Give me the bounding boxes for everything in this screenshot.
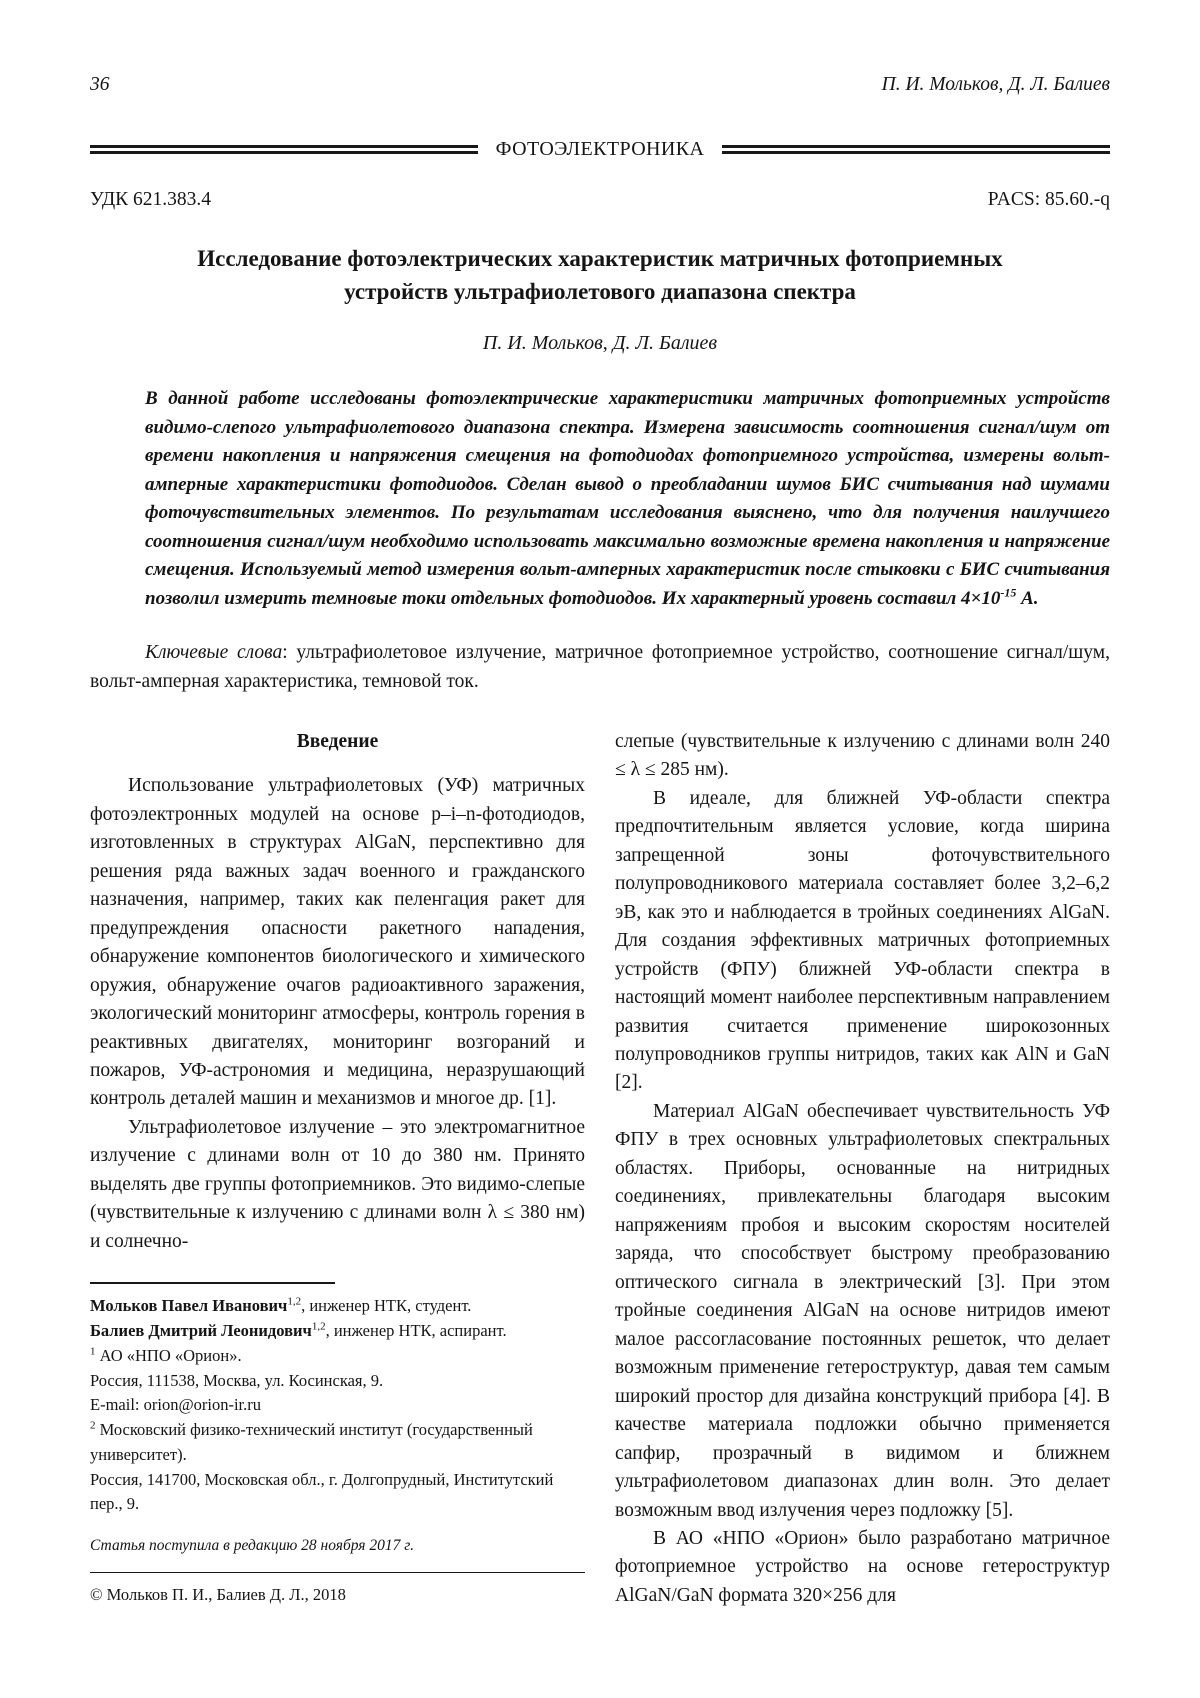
section-banner	[90, 138, 1110, 161]
footnote-author-2-name: Балиев Дмитрий Леонидович	[90, 1321, 312, 1341]
body-paragraph-4: В АО «НПО «Орион» было разработано матричное фотоприемное устройство на основе гетероструктур AlGaN/GaN формата 320×256 для	[615, 1527, 1110, 1606]
footnote-address-2	[90, 1468, 585, 1518]
footnote-address-1	[90, 1369, 585, 1394]
article-authors: П. И. Мольков, Д. Л. Балиев	[482, 332, 718, 355]
article-abstract	[145, 385, 1110, 613]
received-note: Статья поступила в редакцию 28 ноября 2017 г.	[90, 1537, 414, 1555]
two-column-body	[90, 728, 1110, 1611]
copyright-note: © Мольков П. И., Балиев Д. Л., 2018	[90, 1584, 346, 1604]
intro-heading: Введение	[296, 730, 379, 752]
footnote-email-text: E-mail: orion@orion-ir.ru	[90, 1395, 261, 1415]
footnote-affiliation-1-text: АО «НПО «Орион».	[95, 1345, 242, 1365]
footnote-affiliation-1-sup: 1	[90, 1345, 96, 1358]
footnote-author-1-rest: , инженер НТК, студент.	[301, 1296, 472, 1316]
abstract-text-end: А.	[1016, 587, 1039, 609]
copyright-separator	[90, 1572, 585, 1573]
footnote-address-1-text: Россия, 111538, Москва, ул. Косинская, 9.	[90, 1370, 384, 1390]
banner-rule-left	[90, 145, 478, 154]
banner-rule-right	[722, 145, 1110, 154]
footnote-author-2-sup: 1,2	[311, 1320, 326, 1333]
footnote-affiliation-1	[90, 1344, 585, 1369]
keywords-block	[90, 639, 1110, 696]
footnote-block	[90, 1294, 585, 1517]
classification-codes	[90, 189, 1110, 211]
intro-paragraph-2: Ультрафиолетовое излучение – это электромагнитное излучение с длинами волн от 10 до 380 нм. Принято выделять две группы фотоприемников. Это видимо-слепые (чувствительные к излучению с длинами волн λ ≤ 380 нм) и солнечно-	[90, 1116, 585, 1252]
abstract-text: В данной работе исследованы фотоэлектрические характеристики матричных фотоприемных устройств видимо-слепого ультрафиолетового диапазона спектра. Измерена зависимость соотношения сигнал/шум от времени накопления и напряжения смещения на фотодиодах фотоприемного устройства, измерены вольт-амперные характеристики фотодиодов. Сделан вывод о преобладании шумов БИС считывания над шумами фоточувствительных элементов. По результатам исследования выяснено, что для получения наилучшего соотношения сигнал/шум необходимо использовать максимально возможные времена накопления и напряжение смещения. Используемый метод измерения вольт-амперных характеристик после стыковки с БИС считывания позволил измерить темновые токи отдельных фотодиодов. Их характерный уровень составил 4×10	[145, 388, 1110, 609]
page-number: 36	[90, 74, 110, 95]
running-head: П. И. Мольков, Д. Л. Балиев	[881, 74, 1110, 95]
footnote-separator	[90, 1282, 335, 1284]
footnote-affiliation-2-text: Московский физико-технический институт (государственный университет).	[90, 1420, 533, 1464]
running-header	[90, 74, 1110, 96]
right-column	[615, 728, 1110, 1611]
pacs-code: PACS: 85.60.-q	[987, 189, 1110, 210]
footnote-address-2-text: Россия, 141700, Московская обл., г. Долгопрудный, Институтский пер., 9.	[90, 1469, 554, 1514]
section-banner-title: ФОТОЭЛЕКТРОНИКА	[495, 138, 705, 160]
intro-paragraph-1: Использование ультрафиолетовых (УФ) матричных фотоэлектронных модулей на основе p–i–n-фотодиодов, изготовленных в структурах AlGaN, перспективно для решения ряда важных задач военного и гражданского назначения, например, таких как пеленгация ракет для предупреждения опасности ракетного нападения, обнаружение компонентов биологического и химического оружия, обнаружение очагов радиоактивного заражения, экологический мониторинг атмосферы, контроль горения в реактивных двигателях, мониторинг возгораний и пожаров, УФ-астрономия и медицина, неразрушающий контроль деталей машин и механизмов и многое др. [1].	[90, 775, 585, 1110]
footnote-author-2	[90, 1319, 585, 1344]
footnote-author-1	[90, 1294, 585, 1319]
footnote-email	[90, 1393, 585, 1418]
body-paragraph-2: В идеале, для ближней УФ-области спектра предпочтительным является условие, когда ширина запрещенной зоны фоточувствительного полупроводникового материала составляет более 3,2–6,2 эВ, как это и наблюдается в тройных соединениях AlGaN. Для создания эффективных матричных фотоприемных устройств (ФПУ) ближней УФ-области спектра в настоящий момент наиболее перспективным направлением развития считается применение широкозонных полупроводников группы нитридов, таких как AlN и GaN [2].	[615, 787, 1110, 1094]
footnote-author-2-rest: , инженер НТК, аспирант.	[325, 1321, 507, 1341]
keywords-text: : ультрафиолетовое излучение, матричное фотоприемное устройство, соотношение сигнал/шум, вольт-амперная характеристика, темновой ток.	[90, 642, 1110, 692]
left-column	[90, 728, 585, 1611]
article-title: Исследование фотоэлектрических характеристик матричных фотоприемных устройств ультрафиолетового диапазона спектра	[197, 246, 1003, 304]
body-paragraph-3: Материал AlGaN обеспечивает чувствительность УФ ФПУ в трех основных ультрафиолетовых спектральных областях. Приборы, основанные на нитридных соединениях, привлекательны благодаря высоким напряжениям пробоя и высоким скоростям носителей заряда, что способствует быстрому преобразованию оптического сигнала в электрический [3]. При этом тройные соединения AlGaN на основе нитридов имеют малое рассогласование постоянных решеток, что делает возможным применение гетероструктур, давая тем самым широкий простор для дизайна конструкций прибора [4]. В качестве материала подложки обычно применяется сапфир, прозрачный в видимом и ближнем ультрафиолетовом диапазонах длин волн. Это делает возможным ввод излучения через подложку [5].	[615, 1100, 1110, 1521]
udc-code: УДК 621.383.4	[90, 189, 212, 210]
keywords-label: Ключевые слова	[145, 642, 283, 664]
footnote-affiliation-2-sup: 2	[90, 1419, 96, 1432]
footnote-affiliation-2	[90, 1418, 585, 1468]
body-paragraph-continuation: слепые (чувствительные к излучению с длинами волн 240 ≤ λ ≤ 285 нм).	[615, 730, 1110, 781]
footnote-author-1-name: Мольков Павел Иванович	[90, 1296, 288, 1316]
abstract-superscript: -15	[1000, 585, 1017, 600]
footnote-author-1-sup: 1,2	[287, 1295, 302, 1308]
